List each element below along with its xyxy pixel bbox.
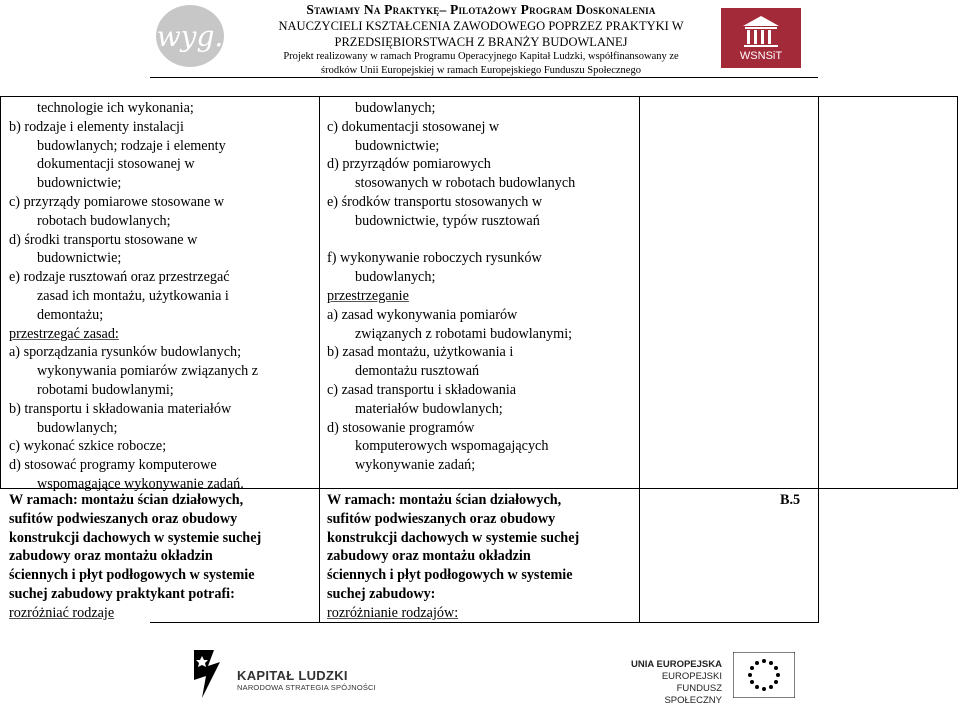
heading-line: suchej zabudowy praktykant potrafi: [9, 585, 235, 602]
cell-skills-heading [9, 491, 317, 623]
heading-line: ściennych i płyt podłogowych w systemie [327, 567, 573, 584]
eu-fund-text [622, 659, 722, 707]
list-item: budowlanych; rodzaje i elementy [37, 137, 226, 154]
project-title: Stawiamy Na Praktykę– Pilotażowy Program Doskonalenia [306, 2, 656, 17]
list-item: zasad ich montażu, użytkowania i [37, 287, 229, 304]
project-funding-line-2: środków Unii Europejskiej w ramach Europejskiego Funduszu Społecznego [321, 65, 641, 76]
heading-line: sufitów podwieszanych oraz obudowy [9, 510, 238, 527]
list-item: b) rodzaje i elementy instalacji [9, 118, 184, 135]
list-item: budownictwie, typów rusztowań [355, 212, 540, 229]
list-item: e) rodzaje rusztowań oraz przestrzegać [9, 269, 230, 286]
list-item: demontażu rusztowań [355, 363, 480, 380]
cell-content-heading [327, 491, 637, 623]
list-item: budowlanych; [37, 419, 118, 436]
kapital-ludzki-text [237, 668, 376, 692]
project-funding-line-1: Projekt realizowany w ramach Programu Operacyjnego Kapitał Ludzki, współfinansowany ze [283, 51, 679, 62]
eu-line-3: FUNDUSZ SPOŁECZNY [664, 683, 722, 706]
wsnsit-label: WSNSiT [739, 50, 783, 62]
list-item: komputerowych wspomagających [355, 438, 549, 455]
list-item: dokumentacji stosowanej w [37, 156, 195, 173]
content-list [327, 99, 637, 475]
list-item: b) zasad montażu, użytkowania i [327, 344, 514, 361]
list-item: a) zasad wykonywania pomiarów [327, 306, 518, 323]
project-title-line-2: NAUCZYCIELI KSZTAŁCENIA ZAWODOWEGO POPRZEZ PRAKTYKI W [278, 19, 684, 33]
table-col-divider-2 [639, 96, 640, 623]
skills-heading [9, 491, 317, 623]
list-item: b) transportu i składowania materiałów [9, 400, 232, 417]
list-item: e) środków transportu stosowanych w [327, 193, 543, 210]
eu-line-2: EUROPEJSKI [661, 671, 722, 682]
list-item: c) dokumentacji stosowanej w [327, 118, 500, 135]
table-right-border [957, 96, 958, 488]
list-item: przestrzeganie [327, 287, 409, 304]
list-item: d) przyrządów pomiarowych [327, 156, 491, 173]
list-item: technologie ich wykonania; [37, 100, 194, 116]
underlined-line: rozróżniać rodzaje [9, 604, 115, 621]
list-item: budownictwie; [37, 250, 122, 267]
svg-text:wyg.: wyg. [156, 20, 224, 53]
list-item: c) zasad transportu i składowania [327, 381, 517, 398]
list-item: c) przyrządy pomiarowe stosowane w [9, 193, 225, 210]
heading-line: zabudowy oraz montażu okładzin [9, 548, 213, 565]
list-item [327, 231, 637, 250]
list-item: a) sporządzania rysunków budowlanych; [9, 344, 242, 361]
list-item: związanych z robotami budowlanymi; [355, 325, 573, 342]
header-divider [150, 77, 818, 78]
curriculum-table [0, 96, 958, 623]
eu-flag-icon [733, 652, 795, 698]
list-item: c) wykonać szkice robocze; [9, 438, 167, 455]
wsnsit-logo [721, 8, 801, 68]
list-item: robotach budowlanych; [37, 212, 171, 229]
list-item: d) stosować programy komputerowe [9, 457, 217, 474]
heading-line: konstrukcji dachowych w systemie suchej [327, 529, 580, 546]
heading-line: suchej zabudowy: [327, 585, 436, 602]
list-item: przestrzegać zasad: [9, 325, 119, 342]
list-item: stosowanych w robotach budowlanych [355, 175, 576, 192]
heading-line: W ramach: montażu ścian działowych, [9, 492, 244, 508]
list-item: demontażu; [37, 306, 104, 323]
heading-line: zabudowy oraz montażu okładzin [327, 548, 531, 565]
cell-content-list [327, 99, 637, 475]
heading-line: konstrukcji dachowych w systemie suchej [9, 529, 262, 546]
heading-line: W ramach: montażu ścian działowych, [327, 492, 562, 508]
list-item: wspomagające wykonywanie zadań. [37, 475, 244, 492]
list-item: f) wykonywanie roboczych rysunków [327, 250, 542, 267]
list-item: budowlanych; [355, 269, 436, 286]
list-item: robotami budowlanymi; [37, 381, 174, 398]
project-title-line-3: PRZEDSIĘBIORSTWACH Z BRANŻY BUDOWLANEJ [334, 35, 628, 49]
list-item: d) środki transportu stosowane w [9, 231, 198, 248]
eu-line-1: UNIA EUROPEJSKA [631, 659, 722, 670]
cell-skills-list [9, 99, 317, 494]
skills-list [9, 99, 317, 494]
underlined-line: rozróżnianie rodzajów: [327, 604, 459, 621]
cell-code [780, 491, 840, 510]
list-item: budowlanych; [355, 100, 436, 116]
heading-line: ściennych i płyt podłogowych w systemie [9, 567, 255, 584]
wyg-logo-icon [152, 2, 234, 70]
list-item: budownictwie; [37, 175, 122, 192]
kapital-ludzki-title: KAPITAŁ LUDZKI [237, 668, 348, 683]
content-heading [327, 491, 637, 623]
heading-line: sufitów podwieszanych oraz obudowy [327, 510, 556, 527]
table-col-divider-1 [319, 96, 320, 623]
table-col-divider-3 [818, 96, 819, 623]
list-item: materiałów budowlanych; [355, 400, 503, 417]
table-left-border [0, 96, 1, 488]
list-item: wykonywania pomiarów związanych z [37, 363, 259, 380]
table-top-border [0, 96, 958, 97]
list-item: budownictwie; [355, 137, 440, 154]
qualification-code: B.5 [780, 492, 801, 508]
project-header [246, 2, 716, 78]
list-item: d) stosowanie programów [327, 419, 475, 436]
list-item: wykonywanie zadań; [355, 457, 476, 474]
kapital-ludzki-subtitle: NARODOWA STRATEGIA SPÓJNOŚCI [237, 683, 376, 692]
